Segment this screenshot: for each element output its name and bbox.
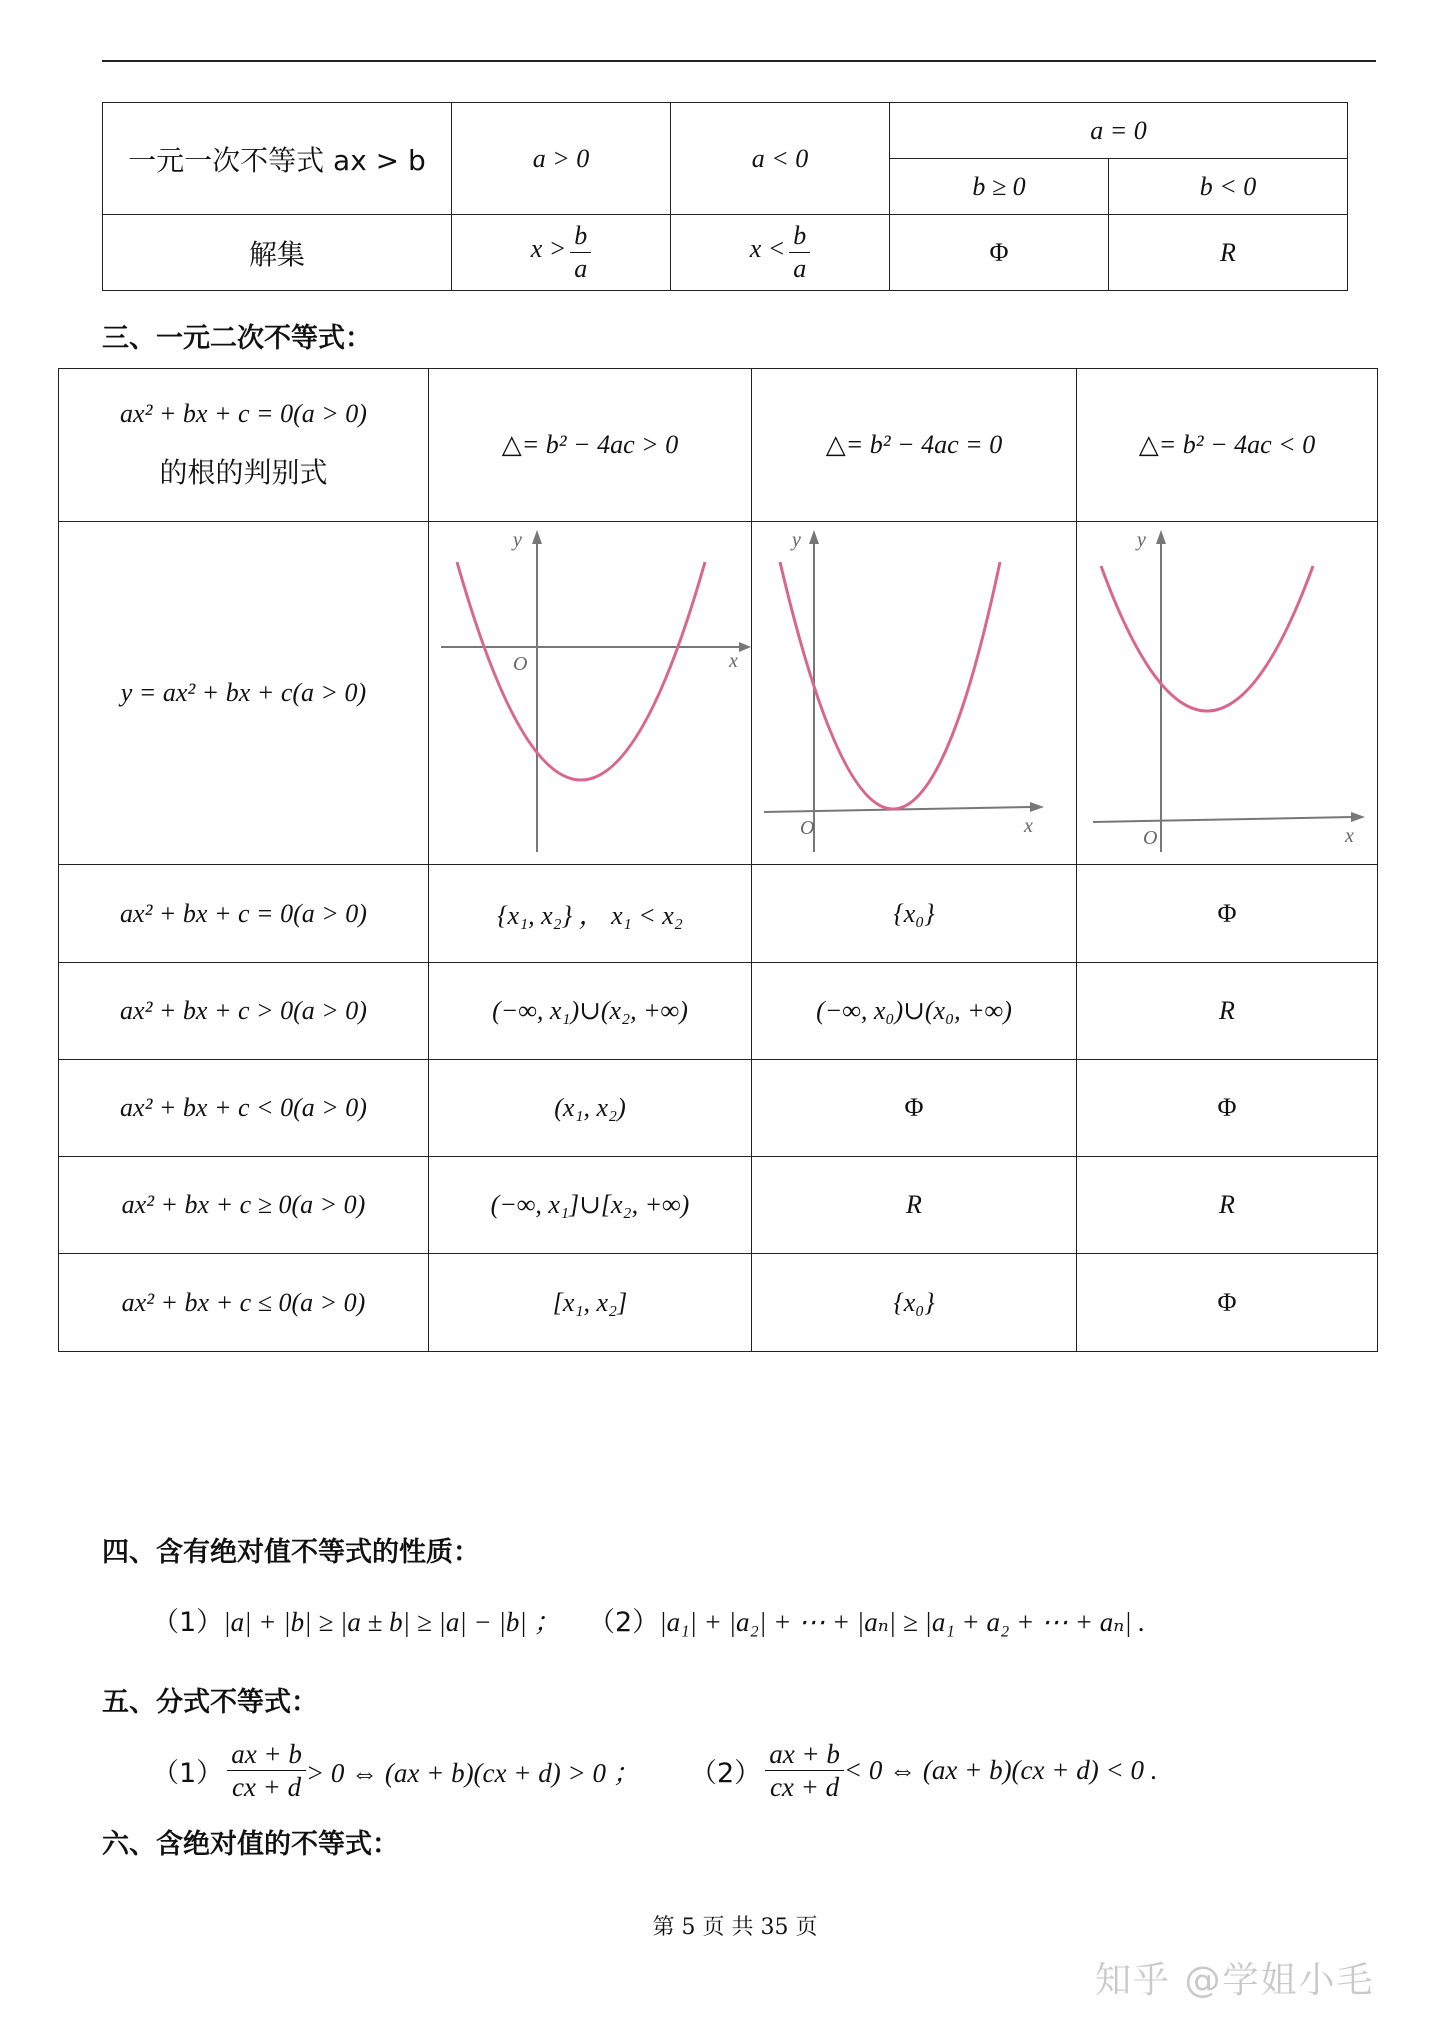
x-axis-arrow xyxy=(1351,812,1365,822)
table-cell xyxy=(1077,1060,1378,1157)
table-cell xyxy=(429,1254,752,1352)
section5-heading: 五、分式不等式： xyxy=(102,1687,318,1718)
cell-value: Φ xyxy=(1217,1287,1237,1317)
discriminant-caption: 的根的判别式 xyxy=(159,456,328,489)
fraction-b-over-a xyxy=(570,220,591,285)
table-row-label xyxy=(59,1157,429,1254)
fraction xyxy=(227,1738,306,1803)
solution-pos-lhs: x > xyxy=(530,234,567,263)
y-axis-arrow xyxy=(532,530,542,544)
table-cell xyxy=(1077,1254,1378,1352)
graph-two-roots xyxy=(429,522,751,860)
table-row-label xyxy=(59,865,429,963)
cell-value: R xyxy=(906,1190,922,1219)
solution-a-positive xyxy=(452,215,671,291)
case-b-neg xyxy=(1109,159,1348,215)
cell-value: Φ xyxy=(1217,898,1237,928)
abs-property-1 xyxy=(152,1600,561,1639)
fraction-inequality-1 xyxy=(152,1738,640,1803)
cell-value: (−∞, x₁]∪[x₂, +∞) xyxy=(490,1190,690,1219)
fraction-formula-2: < 0 ⇔ (ax + b)(cx + d) < 0 . xyxy=(843,1755,1158,1785)
linear-label-cell xyxy=(103,103,452,215)
table-cell xyxy=(752,1254,1077,1352)
table-cell xyxy=(429,1157,752,1254)
x-axis-arrow xyxy=(1030,802,1044,812)
delta-zero-text: △= b² − 4ac = 0 xyxy=(825,430,1003,459)
cell-value: R xyxy=(1219,1190,1235,1219)
solution-a-negative xyxy=(671,215,890,291)
abs-formula-1: |a| + |b| ≥ |a ± b| ≥ |a| − |b| ； xyxy=(223,1607,561,1637)
quadratic-function: y = ax² + bx + c(a > 0) xyxy=(120,678,367,707)
table-cell xyxy=(1077,865,1378,963)
section3-heading: 三、一元二次不等式： xyxy=(102,323,372,354)
case-a-negative-text: a < 0 xyxy=(751,143,809,173)
cell-value: {x₁, x₂} ， x₁ < x₂ xyxy=(497,901,683,930)
discriminant-label-cell xyxy=(59,369,429,522)
fraction-inequality-2 xyxy=(690,1738,1157,1803)
table-row-label xyxy=(59,1060,429,1157)
table-row-label xyxy=(59,963,429,1060)
y-axis-arrow xyxy=(1156,530,1166,544)
y-axis-label: y xyxy=(792,529,801,551)
header-delta-positive xyxy=(429,369,752,522)
cell-value: (x₁, x₂) xyxy=(554,1093,626,1122)
table-row-label xyxy=(59,1254,429,1352)
abs-property-2 xyxy=(588,1600,1145,1639)
y-axis-arrow xyxy=(809,530,819,544)
case-a-positive-text: a > 0 xyxy=(532,143,590,173)
x-axis-label: x xyxy=(1024,815,1033,837)
linear-label: 一元一次不等式 ax > b xyxy=(128,143,426,177)
solution-neg-lhs: x < xyxy=(749,234,786,263)
section4-heading: 四、含有绝对值不等式的性质： xyxy=(102,1537,480,1568)
item-index: （2） xyxy=(690,1758,762,1789)
abs-formula-2: |a₁| + |a₂| + ⋯ + |aₙ| ≥ |a₁ + a₂ + ⋯ + aₙ| . xyxy=(659,1607,1146,1637)
solution-b-nonneg xyxy=(890,215,1109,291)
parabola-curve xyxy=(457,562,705,780)
cell-value: (−∞, x₁)∪(x₂, +∞) xyxy=(492,996,688,1025)
solution-set-label: 解集 xyxy=(248,237,305,271)
graph-label-cell xyxy=(59,522,429,865)
graph-one-root-cell xyxy=(752,522,1077,865)
fraction-numerator: b xyxy=(789,220,810,253)
case-a-negative xyxy=(671,103,890,215)
quadratic-inequality-table xyxy=(58,368,1378,1352)
origin-label: O xyxy=(1143,827,1158,849)
fraction-denominator: a xyxy=(793,254,807,283)
fraction-denominator: cx + d xyxy=(231,1772,302,1802)
row-equation: ax² + bx + c ≥ 0(a > 0) xyxy=(121,1190,366,1219)
cell-value: (−∞, x₀)∪(x₀, +∞) xyxy=(816,996,1012,1025)
section6-heading: 六、含绝对值的不等式： xyxy=(102,1829,399,1860)
solution-b-neg xyxy=(1109,215,1348,291)
table-cell xyxy=(429,963,752,1060)
fraction-formula-1: > 0 ⇔ (ax + b)(cx + d) > 0 ； xyxy=(305,1758,640,1788)
parabola-curve xyxy=(1101,566,1313,711)
header-delta-negative xyxy=(1077,369,1378,522)
fraction-denominator: a xyxy=(574,254,588,283)
linear-inequality-table xyxy=(102,102,1348,291)
case-a-zero-text: a = 0 xyxy=(1090,115,1147,145)
item-index: （2） xyxy=(588,1607,660,1638)
cell-value: Φ xyxy=(904,1093,924,1122)
case-b-neg-text: b < 0 xyxy=(1199,171,1257,201)
table-cell xyxy=(752,865,1077,963)
delta-negative-text: △= b² − 4ac < 0 xyxy=(1138,430,1316,459)
x-axis-label: x xyxy=(1345,825,1354,847)
solution-reals: R xyxy=(1220,237,1236,267)
graph-no-root xyxy=(1077,522,1377,860)
table-cell xyxy=(1077,963,1378,1060)
cell-value: Φ xyxy=(1217,1093,1237,1122)
x-axis-arrow xyxy=(739,642,751,652)
header-delta-zero xyxy=(752,369,1077,522)
y-axis-label: y xyxy=(1137,529,1146,551)
x-axis-label: x xyxy=(729,650,738,672)
case-b-nonneg xyxy=(890,159,1109,215)
table-cell xyxy=(429,1060,752,1157)
row-equation: ax² + bx + c > 0(a > 0) xyxy=(120,996,367,1025)
origin-label: O xyxy=(800,817,815,839)
table-cell xyxy=(1077,1157,1378,1254)
delta-positive-text: △= b² − 4ac > 0 xyxy=(501,430,679,459)
x-axis xyxy=(1093,817,1353,822)
cell-value: {x₀} xyxy=(893,1287,935,1317)
graph-one-root xyxy=(752,522,1076,860)
case-b-nonneg-text: b ≥ 0 xyxy=(972,171,1026,201)
fraction-denominator: cx + d xyxy=(769,1772,840,1802)
fraction xyxy=(765,1738,844,1803)
case-a-positive xyxy=(452,103,671,215)
fraction-numerator: b xyxy=(570,220,591,253)
solution-empty-set: Φ xyxy=(989,237,1009,267)
case-a-zero xyxy=(890,103,1348,159)
table-cell xyxy=(752,1157,1077,1254)
graph-two-roots-cell xyxy=(429,522,752,865)
row-equation: ax² + bx + c ≤ 0(a > 0) xyxy=(121,1287,366,1317)
graph-no-root-cell xyxy=(1077,522,1378,865)
row-equation: ax² + bx + c = 0(a > 0) xyxy=(120,898,367,928)
item-index: （1） xyxy=(152,1607,224,1638)
fraction-b-over-a xyxy=(789,220,810,285)
table-cell xyxy=(429,865,752,963)
y-axis-label: y xyxy=(513,529,522,551)
row-equation: ax² + bx + c < 0(a > 0) xyxy=(120,1093,367,1122)
page-number: 第 5 页 共 35 页 xyxy=(652,1915,818,1940)
watermark: 知乎 @学姐小毛 xyxy=(1095,1960,1375,2001)
solution-set-label-cell xyxy=(103,215,452,291)
table-cell xyxy=(752,963,1077,1060)
cell-value: R xyxy=(1219,996,1235,1025)
header-rule xyxy=(102,60,1376,62)
origin-label: O xyxy=(513,653,528,675)
fraction-numerator: ax + b xyxy=(227,1738,306,1771)
discriminant-equation: ax² + bx + c = 0(a > 0) xyxy=(120,399,367,428)
item-index: （1） xyxy=(152,1758,224,1789)
cell-value: {x₀} xyxy=(893,898,935,928)
table-cell xyxy=(752,1060,1077,1157)
cell-value: [x₁, x₂] xyxy=(552,1287,628,1317)
fraction-numerator: ax + b xyxy=(765,1738,844,1771)
